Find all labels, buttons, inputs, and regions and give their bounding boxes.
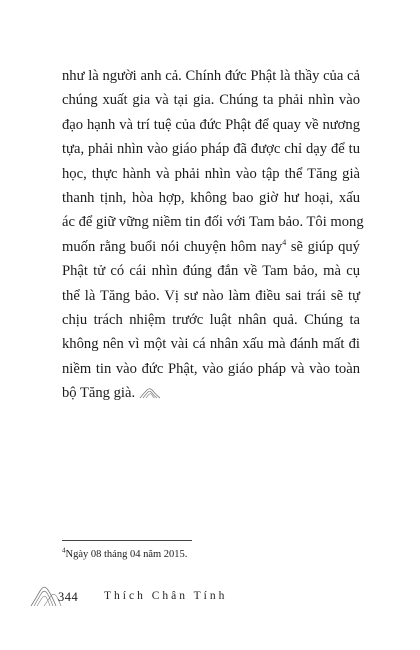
text-line: học, thực hành và phải nhìn vào tập thể Tăng già [62, 165, 360, 182]
footnote-reference: 4 [282, 237, 287, 247]
text-line: ác để giữ vững niềm tin đối với Tam bảo. Tôi mong [62, 214, 364, 231]
text-segment: muốn rằng buổi nói chuyện hôm nay [62, 238, 283, 255]
text-line: tựa, phải nhìn vào giáo pháp đã được chỉ dạy để tu [62, 141, 360, 158]
mountain-ornament-icon [139, 383, 161, 407]
text-line: niềm tin vào đức Phật, vào giáo pháp và vào toàn [62, 360, 360, 377]
footnote-divider [62, 540, 192, 541]
text-line: không nên vì một vài cá nhân xấu mà đánh mất đi [62, 336, 360, 353]
text-line-last [62, 381, 360, 405]
text-line: thể là Tăng bảo. Vị sư nào làm điều sai trái sẽ tự [62, 287, 360, 304]
running-head-author: Thích Chân Tính [104, 590, 228, 602]
footnote [62, 548, 187, 562]
text-segment: bộ Tăng già. [62, 385, 136, 402]
text-line: thanh tịnh, hòa hợp, không bao giờ hư hoại, xấu [62, 189, 360, 206]
text-line: chịu trách nhiệm trước luật nhân quả. Chúng ta [62, 311, 360, 328]
text-line: Phật tử có cái nhìn đúng đắn về Tam bảo, mà cụ [62, 263, 360, 280]
footnote-text: Ngày 08 tháng 04 năm 2015. [65, 549, 188, 560]
text-line: như là người anh cả. Chính đức Phật là thầy của cả [62, 68, 360, 84]
text-line: chúng xuất gia và tại gia. Chúng ta phải nhìn vào [62, 92, 360, 109]
body-text [62, 64, 364, 405]
text-segment: sẽ giúp quý [290, 238, 360, 255]
text-line-with-footnote [62, 235, 360, 259]
footnote-mark: 4 [62, 546, 66, 555]
text-line: đạo hạnh và trí tuệ của đức Phật để quay về nương [62, 116, 360, 133]
page-number: 344 [58, 590, 79, 604]
